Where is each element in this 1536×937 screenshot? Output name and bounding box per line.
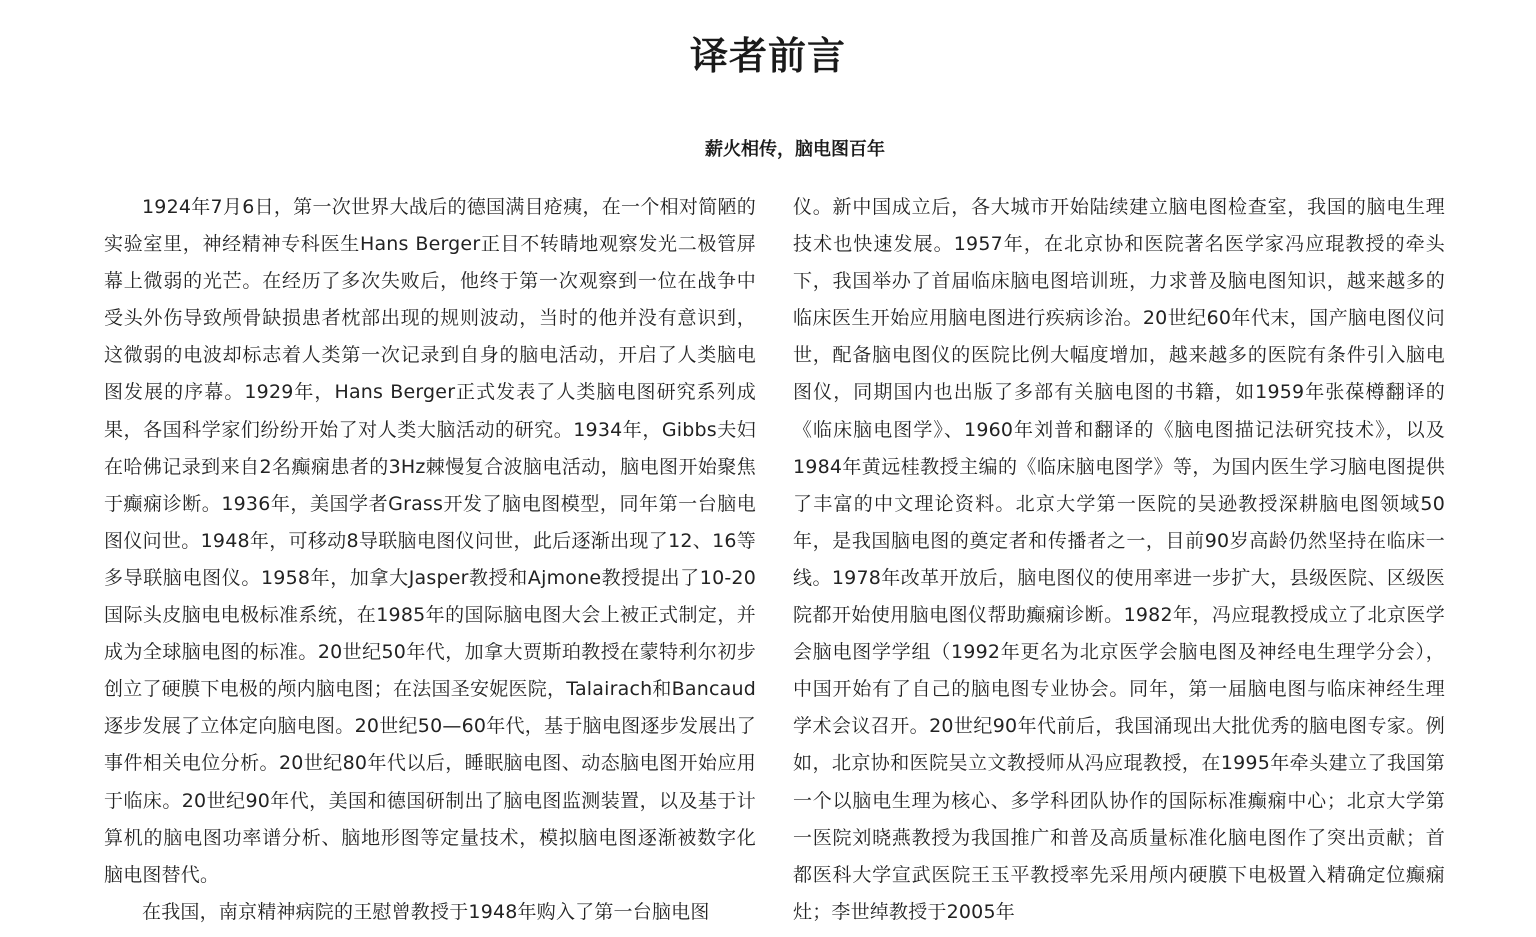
paragraph-eeg-history: 1924年7月6日，第一次世界大战后的德国满目疮痍，在一个相对简陋的实验室里，神经精神专科医生Hans Berger正目不转睛地观察发光二极管屏幕上微弱的光芒。在经历了多次失败后，他终于第一次观察到一位在战争中受头外伤导致颅骨缺损患者枕部出现的规则波动，当时的他并没有意识到，这微弱的电波却标志着人类第一次记录到自身的脑电活动，开启了人类脑电图发展的序幕。1929年，Hans Berger正式发表了人类脑电图研究系列成果，各国科学家们纷纷开始了对人类大脑活动的研究。1934年，Gibbs夫妇在哈佛记录到来自2名癫痫患者的3Hz棘慢复合波脑电活动，脑电图开始聚焦于癫痫诊断。1936年，美国学者Grass开发了脑电图模型，同年第一台脑电图仪问世。1948年，可移动8导联脑电图仪问世，此后逐渐出现了12、16等多导联脑电图仪。1958年，加拿大Jasper教授和Ajmone教授提出了10-20国际头皮脑电电极标准系统，在1985年的国际脑电图大会上被正式制定，并成为全球脑电图的标准。20世纪50年代，加拿大贾斯珀教授在蒙特利尔初步创立了硬膜下电极的颅内脑电图；在法国圣安妮医院，Talairach和Bancaud逐步发展了立体定向脑电图。20世纪50—60年代，基于脑电图逐步发展出了事件相关电位分析。20世纪80年代以后，睡眠脑电图、动态脑电图开始应用于临床。20世纪90年代，美国和德国研制出了脑电图监测装置，以及基于计算机的脑电图功率谱分析、脑地形图等定量技术，模拟脑电图逐渐被数字化脑电图替代。 [104,196,756,886]
page-title: 译者前言 [689,33,846,78]
section-subtitle: 薪火相传，脑电图百年 [705,139,885,160]
left-text-column [104,189,756,931]
right-text-column [793,189,1445,931]
paragraph-china-intro: 在我国，南京精神病院的王慰曾教授于1948年购入了第一台脑电图 [142,900,710,923]
paragraph-china-development: 仪。新中国成立后，各大城市开始陆续建立脑电图检查室，我国的脑电生理技术也快速发展。1957年，在北京协和医院著名医学家冯应琨教授的牵头下，我国举办了首届临床脑电图培训班，力求普及脑电图知识，越来越多的临床医生开始应用脑电图进行疾病诊治。20世纪60年代末，国产脑电图仪问世，配备脑电图仪的医院比例大幅度增加，越来越多的医院有条件引入脑电图仪，同期国内也出版了多部有关脑电图的书籍，如1959年张葆樽翻译的《临床脑电图学》、1960年刘普和翻译的《脑电图描记法研究技术》，以及1984年黄远桂教授主编的《临床脑电图学》等，为国内医生学习脑电图提供了丰富的中文理论资料。北京大学第一医院的吴逊教授深耕脑电图领域50年，是我国脑电图的奠定者和传播者之一，目前90岁高龄仍然坚持在临床一线。1978年改革开放后，脑电图仪的使用率进一步扩大，县级医院、区级医院都开始使用脑电图仪帮助癫痫诊断。1982年，冯应琨教授成立了北京医学会脑电图学学组（1992年更名为北京医学会脑电图及神经电生理学分会），中国开始有了自己的脑电图专业协会。同年，第一届脑电图与临床神经生理学术会议召开。20世纪90年代前后，我国涌现出大批优秀的脑电图专家。例如，北京协和医院吴立文教授师从冯应琨教授，在1995年牵头建立了我国第一个以脑电生理为核心、多学科团队协作的国际标准癫痫中心；北京大学第一医院刘晓燕教授为我国推广和普及高质量标准化脑电图作了突出贡献；首都医科大学宣武医院王玉平教授率先采用颅内硬膜下电极置入精确定位癫痫灶；李世绰教授于2005年 [793,196,1445,923]
